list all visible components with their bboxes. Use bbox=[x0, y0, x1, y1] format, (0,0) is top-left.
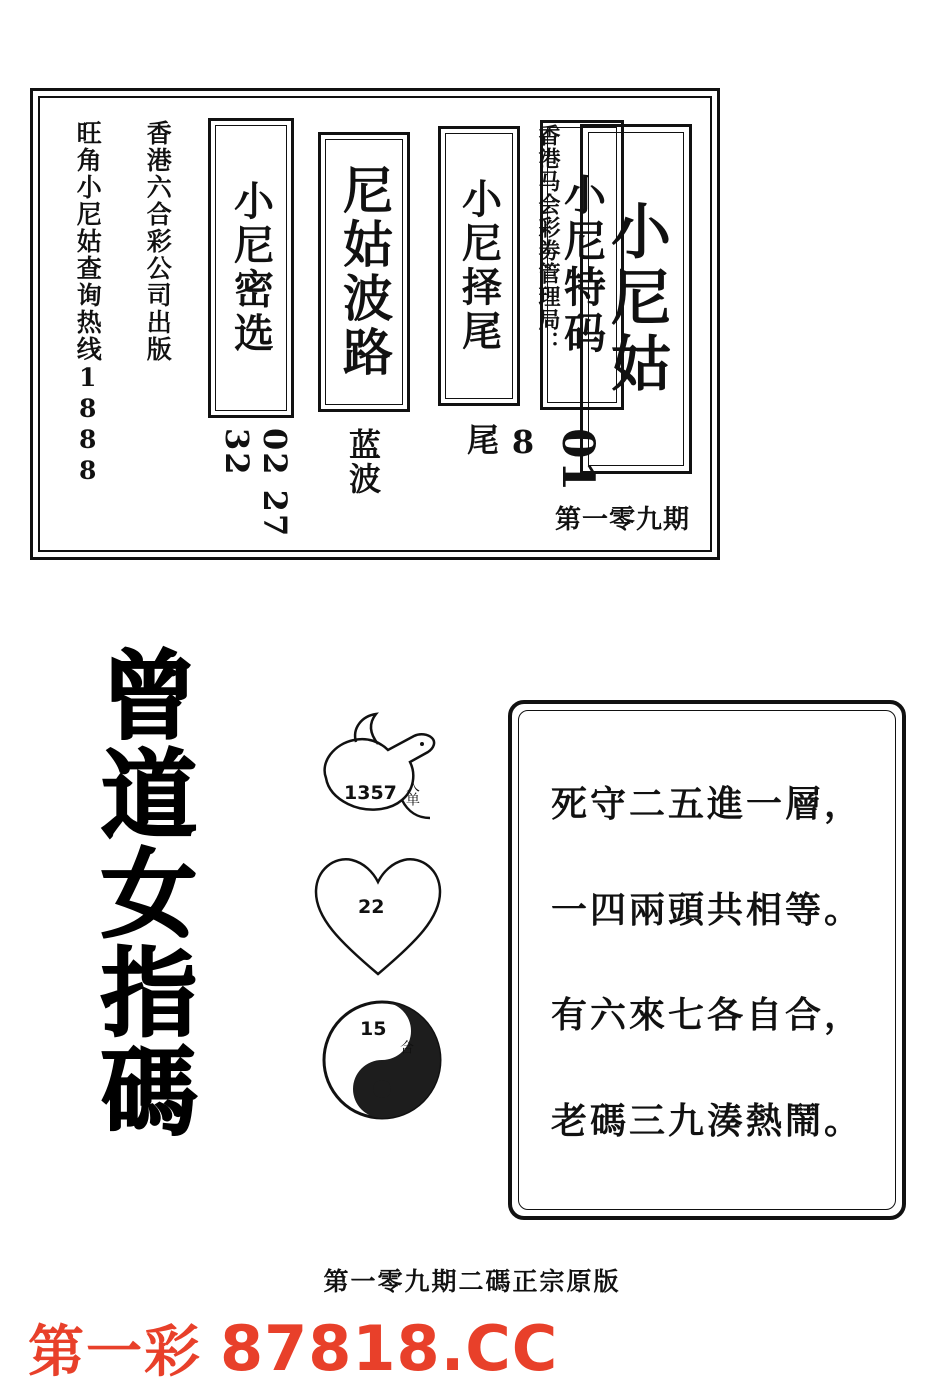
top-poster-frame bbox=[38, 96, 712, 552]
footer-brand-name: 第一彩 bbox=[28, 1319, 202, 1385]
dove-icon bbox=[290, 700, 470, 840]
cell-mixuan-value: 02 27 32 bbox=[218, 428, 294, 539]
brand-title bbox=[74, 640, 224, 1149]
brand-char-3: 女 bbox=[101, 837, 197, 951]
taiji-label: 合 bbox=[398, 1040, 414, 1054]
dove-number: 1357 bbox=[344, 782, 397, 804]
verse-line-3: 有六來七各自合， bbox=[550, 994, 863, 1037]
cell-bolu-value: 蓝波 bbox=[344, 428, 382, 496]
main-title: 小尼姑 bbox=[601, 200, 671, 398]
dove-label: 人单 bbox=[404, 778, 420, 806]
footer-brand-url[interactable]: 87818.CC bbox=[220, 1311, 559, 1385]
verse-inner bbox=[518, 710, 896, 1210]
brand-char-2: 道 bbox=[101, 738, 197, 852]
footer-brand bbox=[28, 1308, 558, 1388]
cell-tema-title: 小尼特码 bbox=[558, 173, 607, 357]
heart-number: 22 bbox=[358, 896, 385, 918]
verse-line-4: 老碼三九湊熱鬧。 bbox=[550, 1100, 863, 1143]
main-title-box bbox=[580, 124, 692, 474]
cell-zewei-title: 小尼择尾 bbox=[455, 178, 503, 354]
cell-mixuan-title: 小尼密选 bbox=[227, 180, 275, 356]
cell-zewei-value: 8 尾 bbox=[462, 423, 542, 463]
symbol-column bbox=[290, 700, 470, 1120]
top-poster bbox=[30, 88, 720, 560]
cell-bolu-title: 尼姑波路 bbox=[335, 164, 394, 380]
brand-char-5: 碼 bbox=[101, 1035, 197, 1149]
verse-line-1: 死守二五進一層， bbox=[550, 782, 863, 825]
hotline-text: 旺角小尼姑查询热线1888 bbox=[73, 120, 103, 487]
verse-line-2: 一四兩頭共相等。 bbox=[550, 888, 863, 931]
cell-tema-value: 01 bbox=[552, 428, 603, 494]
cell-bolu bbox=[318, 132, 410, 412]
brand-char-4: 指 bbox=[101, 936, 197, 1050]
authority-text: 香港马会彩劵管理局： bbox=[535, 124, 561, 354]
verse-box bbox=[508, 700, 906, 1220]
cell-zewei bbox=[438, 126, 520, 406]
brand-char-1: 曾 bbox=[101, 640, 197, 753]
footer-caption: 第一零九期二碼正宗原版 bbox=[323, 1267, 621, 1296]
taiji-icon bbox=[312, 990, 452, 1130]
cell-mixuan bbox=[208, 118, 294, 418]
issue-label: 第一零九期 bbox=[554, 505, 690, 535]
taiji-number: 15 bbox=[360, 1018, 387, 1040]
issuer-text: 香港六合彩公司出版 bbox=[143, 120, 173, 363]
